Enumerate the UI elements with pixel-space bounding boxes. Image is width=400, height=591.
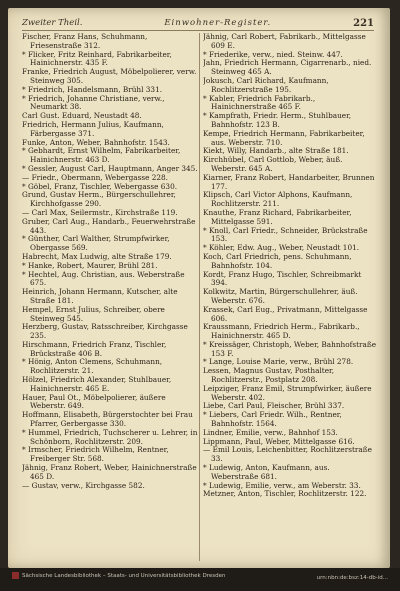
directory-entry: Liebe, Carl Paul, Fleischer, Brühl 337. <box>203 401 345 411</box>
document-page <box>8 8 390 568</box>
directory-entry: Fischer, Franz Hans, Schuhmann, Friesenstraße 312. <box>22 33 148 50</box>
directory-entry: Franke, Friedrich August, Möbelpolierer, verw. Steinweg 305. <box>22 67 197 85</box>
left-column <box>22 33 198 563</box>
running-head-center: Einwohner-Register. <box>164 18 272 28</box>
directory-entry: Klipsch, Carl Victor Alphons, Kaufmann, Rochlitzerstr. 211. <box>203 190 353 209</box>
directory-entry: Hirschmann, Friedrich Franz, Tischler, Brückstraße 406 B. <box>22 339 167 358</box>
directory-entry: * Köhler, Edw. Aug., Weber, Neustadt 101. <box>203 243 360 253</box>
viewer-footer <box>0 568 400 591</box>
directory-entry: Hölzel, Friedrich Alexander, Stuhlbauer, Hainichnerstr. 465 E. <box>22 375 172 393</box>
directory-entry: * Hanke, Robert, Maurer, Brühl 281. <box>22 260 158 270</box>
directory-entry: Jahn, Friedrich Hermann, Cigarrenarb., nied. Steinweg 465 A. <box>203 58 372 77</box>
directory-entry: Friedrich, Hermann Julius, Kaufmann, Färbergasse 371. <box>22 119 164 138</box>
directory-entry: Jähnig, Franz Robert, Weber, Hainichnerstraße 465 D. <box>22 463 197 481</box>
directory-entry: Grund, Gustav Herm., Bürgerschullehrer, Kirchhofgasse 290. <box>22 190 176 209</box>
directory-entry: Lippmann, Paul, Weber, Mittelgasse 616. <box>203 436 355 446</box>
directory-entry: Jähnig, Carl Robert, Fabrikarb., Mittelgasse 609 E. <box>203 33 366 50</box>
directory-entry: Kordt, Franz Hugo, Tischler, Schreibmarkt 394. <box>203 269 362 288</box>
directory-entry: * Friederike, verw., nied. Steinw. 447. <box>203 49 343 59</box>
directory-entry: Kirchhübel, Carl Gottlob, Weber, äuß. Weberstr. 645 A. <box>203 155 343 173</box>
directory-entry: Hauer, Paul Ot., Möbelpolierer, äußere Weberstr. 649. <box>22 392 166 411</box>
directory-entry: * Liebers, Carl Friedr. Wilh., Rentner, Bahnhofstr. 1564. <box>203 410 342 429</box>
directory-entry: * Friedrich, Johanne Christiane, verw., Neumarkt 38. <box>22 93 165 112</box>
directory-entry: Kiekt, Willy, Handarb., alte Straße 181. <box>203 146 349 156</box>
directory-entry: Funke, Anton, Weber, Bahnhofstr. 1543. <box>22 137 170 147</box>
directory-entry: * Hummel, Friedrich, Tuchscherer u. Lehrer, in Schönborn, Rochlitzerstr. 209. <box>22 427 198 446</box>
directory-entry: Herzberg, Gustav, Ratsschreiber, Kirchgasse 235. <box>22 322 188 341</box>
directory-entry: Lindner, Emilie, verw., Bahnhof 153. <box>203 427 338 437</box>
page-header <box>22 16 374 31</box>
directory-entry: Leipziger, Franz Emil, Strumpfwirker, äußere Weberstr. 402. <box>203 383 372 402</box>
directory-entry: * Kabler, Friedrich Fabrikarb., Hainichnerstraße 465 F. <box>203 93 316 112</box>
directory-entry: * Friedrich, Handelsmann, Brühl 331. <box>22 84 163 94</box>
directory-entry: * Kreissäger, Christoph, Weber, Bahnhofstraße 153 F. <box>203 339 377 358</box>
library-credit <box>12 572 225 580</box>
directory-entry: Lessen, Magnus Gustav, Posthalter, Rochlitzerstr., Postplatz 208. <box>203 366 335 385</box>
directory-entry: Carl Gust. Eduard, Neustadt 48. <box>22 111 142 121</box>
directory-entry: * Hönig, Anton Clemens, Schuhmann, Rochlitzerstr. 21. <box>22 357 163 376</box>
directory-entry: * Lange, Louise Marie, verw., Brühl 278. <box>203 357 354 367</box>
directory-entry: * Knoll, Carl Friedr., Schneider, Brückstraße 153. <box>203 225 368 244</box>
directory-entry: * Kampfrath, Friedr. Herm., Stuhlbauer, Bahnhofstr. 123 B. <box>203 111 352 129</box>
directory-entry: * Hechtel, Aug. Christian, aus. Weberstraße 675. <box>22 269 185 288</box>
directory-entry: * Irmscher, Friedrich Wilhelm, Rentner, Freiberger Str. 568. <box>22 445 169 464</box>
library-name: Sächsische Landesbibliothek – Staats- und Universitätsbibliothek Dresden <box>22 573 226 579</box>
directory-entry: * Göbel, Franz, Tischler, Webergasse 630. <box>22 181 178 191</box>
directory-entry: Knauthe, Franz Richard, Fabrikarbeiter, Mittelgasse 591. <box>203 207 352 226</box>
directory-entry: — Emil Louis, Leichenbitter, Rochlitzerstraße 33. <box>203 445 372 464</box>
directory-entry: Metzner, Anton, Tischler, Rochlitzerstr. 122. <box>203 489 367 499</box>
directory-entry: Kempe, Friedrich Hermann, Fabrikarbeiter, aus. Weberstr. 710. <box>203 128 365 147</box>
directory-entry: Krassek, Carl Eug., Privatmann, Mittelgasse 606. <box>203 304 368 323</box>
library-logo-icon <box>12 572 19 579</box>
directory-entry: * Ludewig, Anton, Kaufmann, aus. Weberstraße 681. <box>203 463 330 481</box>
directory-entry: * Gebhardt, Ernst Wilhelm, Fabrikarbeiter, Hainichnerstr. 463 D. <box>22 146 181 165</box>
directory-entry: * Flicker, Fritz Reinhard, Fabrikarbeiter, Hainichnerstr. 435 F. <box>22 49 172 68</box>
urn-text: urn:nbn:de:bsz:14-db-id... <box>316 575 388 581</box>
directory-entry: * Günther, Carl Walther, Strumpfwirker, Obergasse 569. <box>22 234 170 253</box>
directory-entry: * Ludewig, Emilie, verw., am Weberstr. 33. <box>203 480 361 490</box>
directory-entry: Kiarner, Franz Robert, Handarbeiter, Brunnen 177. <box>203 172 375 191</box>
page-number: 221 <box>353 17 374 29</box>
directory-entry: Kolkwitz, Martin, Bürgerschullehrer, äuß. Weberstr. 676. <box>203 287 358 305</box>
directory-entry: Kraussmann, Friedrich Herm., Fabrikarb., Hainichnerstr. 465 D. <box>203 322 360 341</box>
directory-entry: Koch, Carl Friedrich, pens. Schuhmann, Bahnhofstr. 104. <box>203 251 352 270</box>
right-column <box>203 33 379 563</box>
running-head-left: Zweiter Theil. <box>22 18 83 28</box>
column-divider <box>199 33 200 561</box>
directory-entry: — Friedr., Obermann, Webergasse 228. <box>22 172 168 182</box>
directory-entry: Habrecht, Max Ludwig, alte Straße 179. <box>22 251 172 261</box>
directory-entry: Hempel, Ernst Julius, Schreiber, obere Steinweg 545. <box>22 304 165 323</box>
directory-entry: Hoffmann, Elisabeth, Bürgerstochter bei Frau Pfarrer, Gerbergasse 330. <box>22 410 193 429</box>
directory-entry: Heinrich, Johann Hermann, Kutscher, alte Straße 181. <box>22 287 178 305</box>
directory-entry: * Gessler, August Carl, Hauptmann, Anger 345. <box>22 163 198 173</box>
directory-entry: — Gustav, verw., Kirchgasse 582. <box>22 480 145 490</box>
directory-entry: — Carl Max, Seilermstr., Kirchstraße 119. <box>22 207 178 217</box>
directory-entry: Gruber, Carl Aug., Handarb., Feuerwehrstraße 443. <box>22 216 196 235</box>
directory-entry: Jokusch, Carl Richard, Kaufmann, Rochlitzerstraße 195. <box>203 75 329 94</box>
